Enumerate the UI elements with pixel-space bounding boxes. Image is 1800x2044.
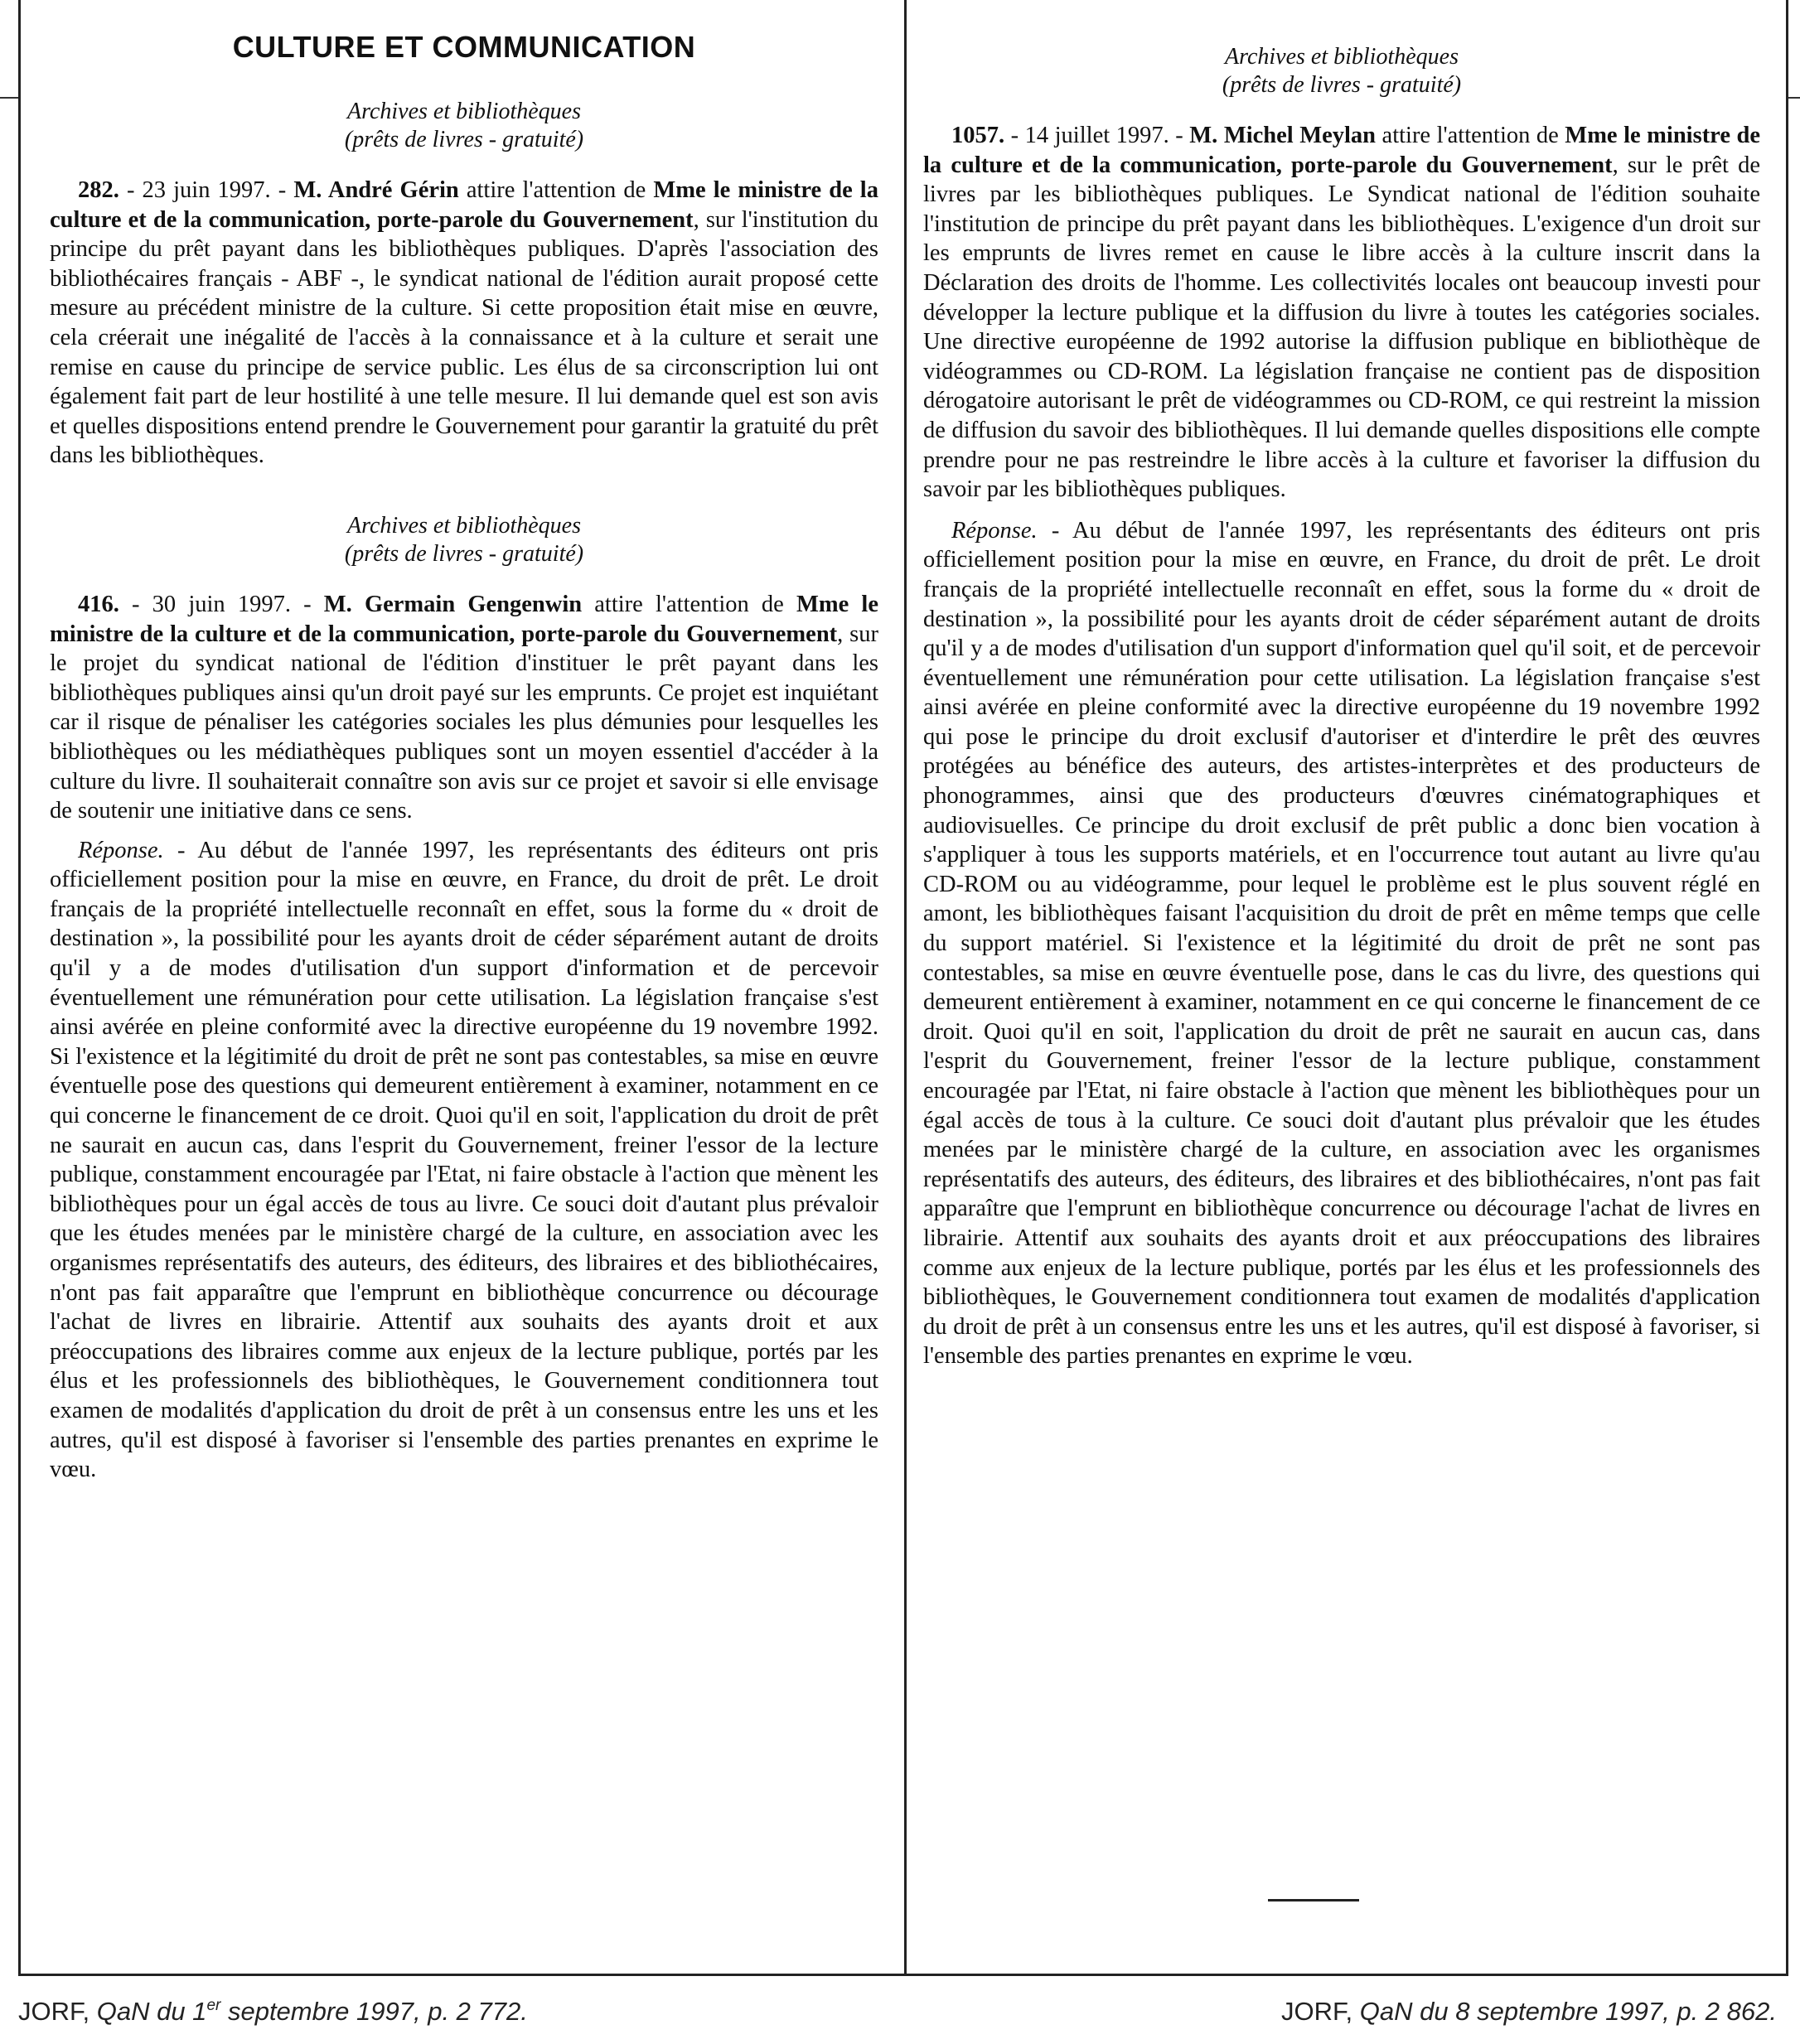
question-text: , sur le prêt de livres par les bibliothèques publiques. Le Syndicat national de l'édition souhaite l'institution de principe du prêt payant dans les bibliothèques. L'exigence d'un droit sur les emprunts de livres remet en cause le libre accès à la culture inscrit dans la Déclaration des droits de l'homme. Les collectivités locales ont beaucoup investi pour développer la lecture publique et la diffusion du livre à toutes les catégories sociales. Une directive européenne de 1992 autorise la diffusion publique en bibliothèque de vidéogrammes ou CD-ROM. La législation française ne contient pas de disposition dérogatoire autorisant le prêt de vidéogrammes ou CD-ROM, ce qui restreint la mission de diffusion du savoir des bibliothèques. Il lui demande quelles dispositions elle compte prendre pour ne pas restreindre le libre accès à la culture et favoriser la diffusion du savoir par les bibliothèques publiques. (923, 152, 1760, 503)
question-text: attire l'attention de (1376, 123, 1565, 148)
question-text: , sur le projet du syndicat national de l'édition d'instituer le prêt payant dans les bibliothèques publiques ainsi qu'un droit payé sur les emprunts. Ce projet est inquiétant car il risque de pénaliser les catégories sociales les plus démunies pour lesquelles les bibliothèques ou les médiathèques publiques sont un moyen essentiel d'accéder à la culture du livre. Il souhaiterait connaître son avis sur ce projet et savoir si elle envisage de soutenir une initiative dans ce sens. (50, 621, 878, 824)
question-1057 (923, 121, 1760, 505)
heading-line: Archives et bibliothèques (1225, 44, 1459, 70)
citation-source: JORF, (1281, 1997, 1360, 2026)
column-divider (904, 0, 907, 1976)
answer-paragraph (50, 836, 878, 1485)
heading-subline: (prêts de livres - gratuité) (344, 540, 584, 567)
left-margin-rule (0, 97, 18, 99)
answer-text: - Au début de l'année 1997, les représentants des éditeurs ont pris officiellement position pour la mise en œuvre, en France, du droit de prêt. Le droit français de la propriété intellectuelle reconnaît en effet, sous la forme du « droit de destination », la possibilité pour les ayants droit de céder séparément autant de droits qu'il y a de modes d'utilisation d'un support d'information quel qu'il soit, et de percevoir éventuellement une rémunération pour cette utilisation. La législation française s'est ainsi avérée en pleine conformité avec la directive européenne du 19 novembre 1992 qui pose le principe du droit exclusif d'autoriser et d'interdire le prêt des œuvres protégées au bénéfice des auteurs, des artistes-interprètes et des producteurs de phonogrammes, ainsi que des producteurs d'œuvres cinématographiques et audiovisuelles. Ce principe du droit exclusif de prêt public a donc bien vocation à s'appliquer à tous les supports matériels, et en l'occurrence tout autant au livre qu'au CD-ROM ou au vidéogramme, pour lequel le problème est le plus souvent réglé en amont, les bibliothèques faisant l'acquisition du droit de prêt en même temps que celle du support matériel. Si l'existence et la légitimité du droit de prêt ne sont pas contestables, sa mise en œuvre éventuelle pose, dans le cas du livre, des questions qui demeurent entièrement à examiner, notamment en ce qui concerne le financement de ce droit. Quoi qu'il en soit, l'application du droit de prêt ne saurait en aucun cas, dans l'esprit du Gouvernement, freiner l'essor de la lecture publique, constamment encouragée par l'Etat, ni faire obstacle à l'action que mènent les bibliothèques pour un égal accès de tous à la culture. Ce souci doit d'autant plus prévaloir que les études menées par le ministère chargé de la culture, en association avec les organismes représentatifs des auteurs, des éditeurs, des libraires et des bibliothécaires, n'ont pas fait apparaître que l'emprunt en bibliothèque concurrence ou décourage l'achat de livres en librairie. Attentif aux souhaits des ayants droit et aux préoccupations des libraires comme aux enjeux de la lecture publique, portés par les élus et les professionnels des bibliothèques, le Gouvernement conditionnera tout examen de modalités d'application du droit de prêt à un consensus entre les uns et les autres, qu'il est disposé à favoriser, si l'ensemble des parties prenantes en exprime le vœu. (923, 517, 1760, 1370)
deputy-name: M. Germain Gengenwin (323, 591, 583, 617)
heading-line: Archives et bibliothèques (347, 512, 581, 539)
answer-label: Réponse. (78, 837, 164, 863)
question-heading (50, 98, 878, 154)
deputy-name: M. Michel Meylan (1189, 123, 1377, 148)
question-heading (923, 43, 1760, 99)
answer-text: - Au début de l'année 1997, les représentants des éditeurs ont pris officiellement position pour la mise en œuvre, en France, du droit de prêt. Le droit français de la propriété intellectuelle reconnaît en effet, sous la forme du « droit de destination », la possibilité pour les ayants droit de céder séparément autant de droits qu'il y a de modes d'utilisation d'un support d'information et de percevoir éventuellement une rémunération pour cette utilisation. La législation française s'est ainsi avérée en pleine conformité avec la directive européenne du 19 novembre 1992. Si l'existence et la légitimité du droit de prêt ne sont pas contestables, sa mise en œuvre éventuelle pose des questions qui demeurent entièrement à examiner, notamment en ce qui concerne le financement de ce droit. Quoi qu'il en soit, l'application du droit de prêt ne saurait en aucun cas, dans l'esprit du Gouvernement, freiner l'essor de la lecture publique, constamment encouragée par l'Etat, ni faire obstacle à l'action que mènent les bibliothèques pour un égal accès de tous au livre. Ce souci doit d'autant plus prévaloir que les études menées par le ministère chargé de la culture, en association avec les organismes représentatifs des auteurs, des éditeurs, des libraires et des bibliothécaires, n'ont pas fait apparaître que l'emprunt en bibliothèque concurrence ou décourage l'achat de livres en librairie. Attentif aux souhaits des ayants droit et aux préoccupations des libraires comme aux enjeux de la lecture publique, portés par les élus et les professionnels des bibliothèques, le Gouvernement conditionnera tout examen de modalités d'application du droit de prêt à un consensus entre les uns et les autres, qu'il est disposé à favoriser si l'ensemble des parties prenantes en exprime le vœu. (50, 837, 878, 1483)
footer-citation-left (18, 1997, 528, 2027)
right-column (923, 0, 1760, 1371)
question-282 (50, 176, 878, 471)
left-column (50, 0, 878, 1485)
answer-label: Réponse. (951, 517, 1038, 544)
citation-date: QaN du 8 septembre 1997, p. 2 862. (1359, 1997, 1777, 2026)
citation-qan: QaN du 1 (96, 1997, 207, 2026)
question-text: attire l'attention de (582, 591, 796, 617)
footer-citation-right (1281, 1997, 1777, 2027)
question-text: attire l'attention de (458, 177, 654, 203)
section-title: CULTURE ET COMMUNICATION (232, 30, 696, 64)
question-number: 1057. (951, 123, 1005, 148)
end-rule (1268, 1899, 1359, 1901)
citation-superscript: er (206, 1997, 221, 2014)
citation-date: septembre 1997, p. 2 772. (220, 1997, 528, 2026)
question-date: - 23 juin 1997. - (119, 177, 294, 203)
question-date: - 30 juin 1997. - (119, 591, 324, 617)
citation-source: JORF, (18, 1997, 97, 2026)
right-margin-rule (1788, 97, 1800, 99)
deputy-name: M. André Gérin (293, 177, 459, 203)
question-number: 416. (78, 591, 119, 617)
question-416 (50, 590, 878, 826)
heading-line: Archives et bibliothèques (347, 99, 581, 124)
question-date: - 14 juillet 1997. - (1004, 123, 1190, 148)
heading-subline: (prêts de livres - gratuité) (344, 127, 584, 152)
question-heading (50, 512, 878, 568)
answer-paragraph (923, 516, 1760, 1371)
question-number: 282. (78, 177, 119, 203)
minister-title: Mme le ministre de la culture et de la communication, porte-parole du Gouvernement (50, 177, 878, 233)
minister-title: Mme le ministre de la culture et de la communication, porte-parole du Gouvernement (923, 123, 1760, 178)
heading-subline: (prêts de livres - gratuité) (1222, 72, 1462, 98)
question-text: , sur l'institution du principe du prêt payant dans les bibliothèques publiques. D'après l'association des bibliothécaires français - ABF -, le syndicat national de l'édition aurait proposé cette mesure au précédent ministre de la culture. Si cette proposition était mise en œuvre, cela créerait une inégalité de l'accès à la connaissance et à la culture et serait une remise en cause du principe de service public. Les élus de sa circonscription lui ont également fait part de leur hostilité à une telle mesure. Il lui demande quel est son avis et quelles dispositions entend prendre le Gouvernement pour garantir la gratuité du prêt dans les bibliothèques. (50, 206, 878, 469)
minister-title: Mme le ministre de la culture et de la communication, porte-parole du Gouvernement (50, 591, 878, 647)
